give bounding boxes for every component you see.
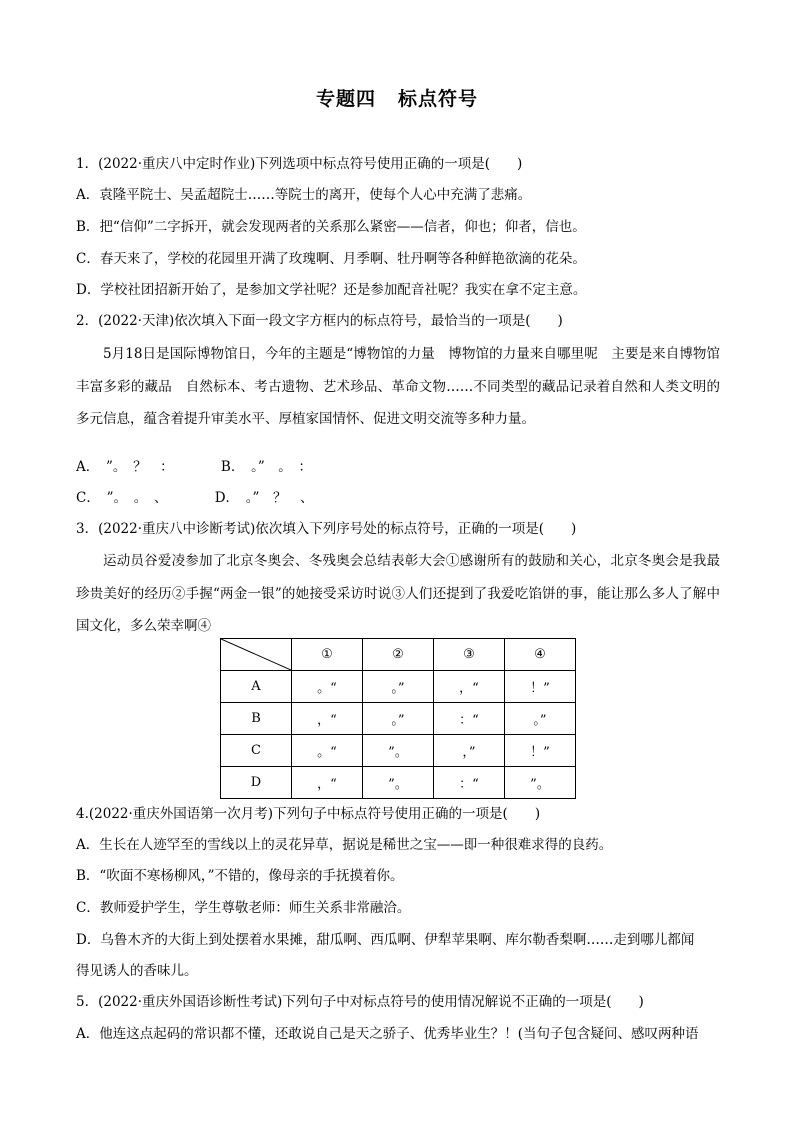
table-cell: ，“ xyxy=(434,671,505,703)
q5-stem: 5．(2022·重庆外国语诊断性考试)下列句子中对标点符号的使用情况解说不正确的一项是( ) xyxy=(76,994,644,1010)
table-cell: 。” xyxy=(363,671,434,703)
q4-option-a: A．生长在人迹罕至的雪线以上的灵花异草，据说是稀世之宝——即一种很难求得的良药。 xyxy=(76,837,613,853)
q2-stem: 2．(2022·天津)依次填入下面一段文字方框内的标点符号，最恰当的一项是( ) xyxy=(76,313,563,329)
q4-option-d-continued: 得见诱人的香味儿。 xyxy=(76,963,198,979)
q1-stem: 1．(2022·重庆八中定时作业)下列选项中标点符号使用正确的一项是( ) xyxy=(76,156,523,172)
table-header: ① xyxy=(292,639,363,671)
table-corner-cell xyxy=(221,639,292,671)
q3-passage: 运动员谷爱凌参加了北京冬奥会、冬残奥会总结表彰大会①感谢所有的鼓励和关心，北京冬奥会是我最珍贵美好的经历②手握“两金一银”的她接受采访时说③人们还提到了我爱吃馅饼的事，能让那么多人了解中国文化，多么荣幸啊④ xyxy=(76,553,720,634)
table-cell: 。“ xyxy=(292,735,363,767)
q1-option-d: D．学校社团招新开始了，是参加文学社呢？还是参加配音社呢？我实在拿不定主意。 xyxy=(76,282,587,298)
table-cell: ！” xyxy=(505,735,576,767)
page-title xyxy=(0,84,794,111)
table-cell: ！” xyxy=(505,671,576,703)
table-header: ② xyxy=(363,639,434,671)
title-left: 专题四 xyxy=(315,88,376,110)
q3-answer-table xyxy=(220,638,576,799)
q2-passage: 5月18日是国际博物馆日，今年的主题是“博物馆的力量 博物馆的力量来自哪里呢 主要是来自博物馆丰富多彩的藏品 自然标本、考古遗物、艺术珍品、革命文物……不同类型的藏品记录着自然和人类文明的多元信息，蕴含着提升审美水平、厚植家国情怀、促进文明交流等多种力量。 xyxy=(76,346,720,427)
table-cell: ，“ xyxy=(292,703,363,735)
table-cell: 。” xyxy=(363,703,434,735)
q1-option-b: B．把“信仰”二字拆开，就会发现两者的关系那么紧密——信者，仰也；仰者，信也。 xyxy=(76,219,586,235)
table-row xyxy=(221,703,576,735)
q4-option-c: C．教师爱护学生，学生尊敬老师：师生关系非常融洽。 xyxy=(76,900,411,916)
q1-option-c: C．春天来了，学校的花园里开满了玫瑰啊、月季啊、牡丹啊等各种鲜艳欲滴的花朵。 xyxy=(76,251,586,267)
table-row xyxy=(221,735,576,767)
row-label: D xyxy=(221,767,292,799)
table-cell: ”。 xyxy=(363,735,434,767)
table-cell: ”。 xyxy=(363,767,434,799)
table-cell: ，” xyxy=(434,735,505,767)
table-cell: 。“ xyxy=(292,671,363,703)
table-cell: 。” xyxy=(505,703,576,735)
table-header: ③ xyxy=(434,639,505,671)
row-label: C xyxy=(221,735,292,767)
q5-option-a: A．他连这点起码的常识都不懂，还敢说自己是天之骄子、优秀毕业生？！(当句子包含疑问、感叹两种语 xyxy=(76,1026,699,1042)
table-cell: ”。 xyxy=(505,767,576,799)
diagonal-line xyxy=(221,639,291,670)
table-header-row xyxy=(221,639,576,671)
title-right: 标点符号 xyxy=(398,88,479,110)
q3-stem: 3．(2022·重庆八中诊断考试)依次填入下列序号处的标点符号，正确的一项是( ) xyxy=(76,521,577,537)
table-cell: ：“ xyxy=(434,703,505,735)
row-label: B xyxy=(221,703,292,735)
q4-stem: 4.(2022·重庆外国语第一次月考)下列句子中标点符号使用正确的一项是( ) xyxy=(76,806,541,822)
q4-option-d: D．乌鲁木齐的大街上到处摆着水果摊，甜瓜啊、西瓜啊、伊犁苹果啊、库尔勒香梨啊……走到哪儿都闻 xyxy=(76,932,695,948)
q4-option-b: B．“吹面不寒杨柳风，”不错的，像母亲的手抚摸着你。 xyxy=(76,868,404,884)
table-header: ④ xyxy=(505,639,576,671)
table-cell: ，“ xyxy=(292,767,363,799)
table-row xyxy=(221,671,576,703)
table-cell: ：“ xyxy=(434,767,505,799)
table-row xyxy=(221,767,576,799)
q1-option-a: A．袁隆平院士、吴孟超院士……等院士的离开，使每个人心中充满了悲痛。 xyxy=(76,187,532,203)
q2-options-row2: C． ”。 。 、 D． 。” ？ 、 xyxy=(76,490,314,506)
row-label: A xyxy=(221,671,292,703)
q2-options-row1: A． ”。 ？ ： B． 。” 。 ： xyxy=(76,459,312,475)
